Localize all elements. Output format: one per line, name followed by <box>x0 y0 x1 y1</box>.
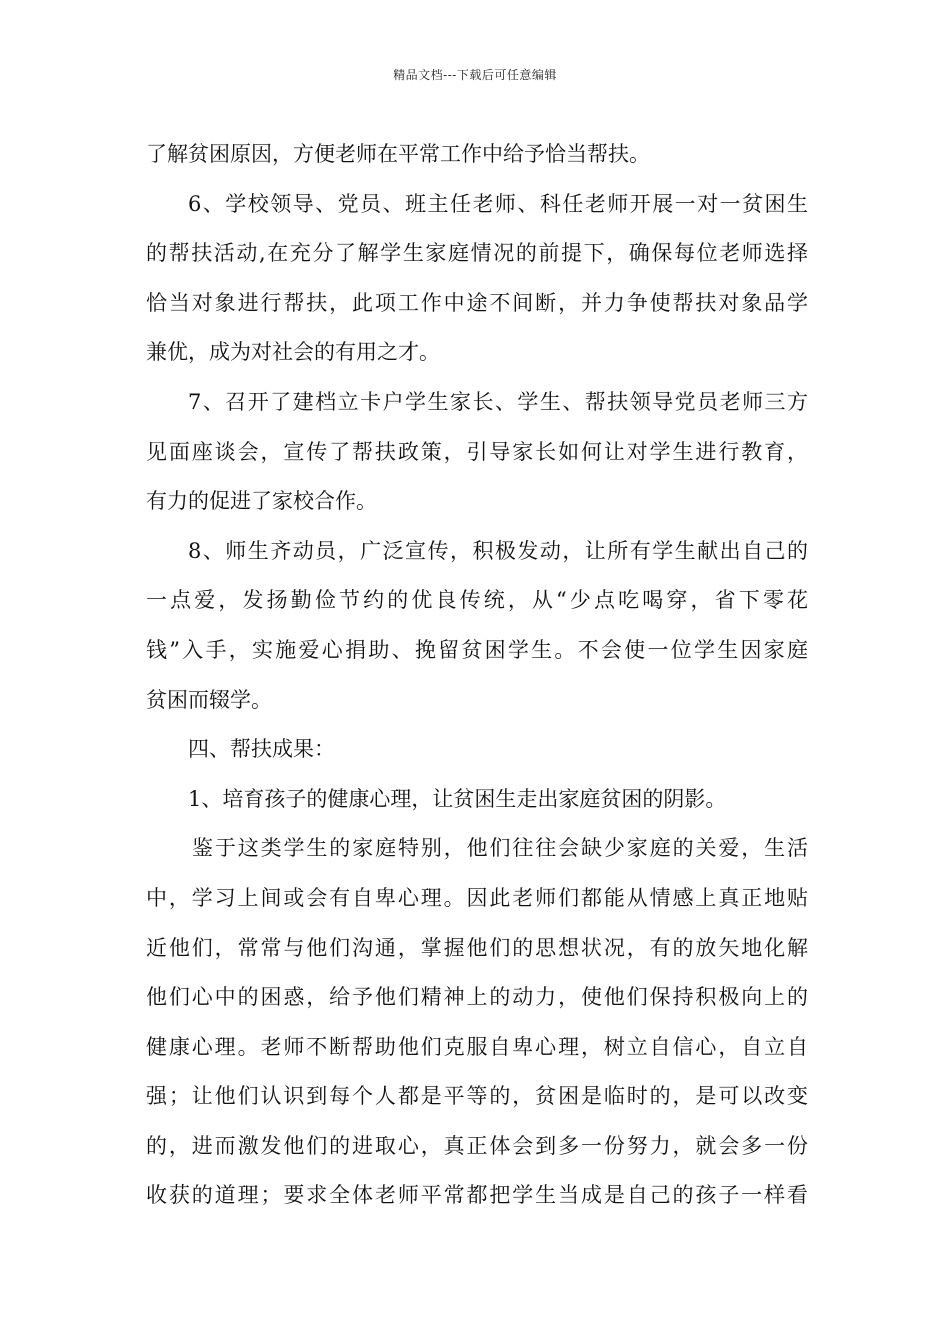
text-line: 近他们，常常与他们沟通，掌握他们的思想状况，有的放矢地化解 <box>146 935 808 960</box>
text-line: 了解贫困原因，方便老师在平常工作中给予恰当帮扶。 <box>146 142 650 166</box>
text-line: 兼优，成为对社会的有用之才。 <box>146 340 440 365</box>
text-line: 钱”入手，实施爱心捐助、挽留贫困学生。不会使一位学生因家庭 <box>146 637 808 662</box>
page-header: 精品文档---下载后可任意编辑 <box>393 68 557 82</box>
text-line: 恰当对象进行帮扶，此项工作中途不间断，并力争使帮扶对象品学 <box>146 290 808 315</box>
text-line: 有力的促进了家校合作。 <box>146 489 377 514</box>
text-line: 强；让他们认识到每个人都是平等的，贫困是临时的，是可以改变 <box>146 1084 808 1109</box>
text-line: 健康心理。老师不断帮助他们克服自卑心理，树立自信心，自立自 <box>146 1034 808 1059</box>
text-line: 1、培育孩子的健康心理，让贫困生走出家庭贫困的阴影。 <box>188 786 727 811</box>
text-line: 鉴于这类学生的家庭特别，他们往往会缺少家庭的关爱，生活 <box>192 836 808 861</box>
text-line: 8、师生齐动员，广泛宣传，积极发动，让所有学生献出自己的 <box>188 538 808 563</box>
text-line: 中，学习上间或会有自卑心理。因此老师们都能从情感上真正地贴 <box>146 885 808 910</box>
text-line: 贫困而辍学。 <box>146 687 272 712</box>
text-line: 的帮扶活动,在充分了解学生家庭情况的前提下，确保每位老师选择 <box>146 241 808 266</box>
text-line: 6、学校领导、党员、班主任老师、科任老师开展一对一贫困生 <box>188 191 808 216</box>
text-line: 一点爱，发扬勤俭节约的优良传统，从“少点吃喝穿，省下零花 <box>146 588 808 613</box>
section-heading: 四、帮扶成果： <box>188 737 335 762</box>
text-line: 收获的道理；要求全体老师平常都把学生当成是自己的孩子一样看 <box>146 1183 808 1208</box>
text-line: 的，进而激发他们的进取心，真正体会到多一份努力，就会多一份 <box>146 1133 808 1158</box>
text-line: 7、召开了建档立卡户学生家长、学生、帮扶领导党员老师三方 <box>188 389 808 414</box>
document-body <box>146 130 808 1221</box>
text-line: 他们心中的困惑，给予他们精神上的动力，使他们保持积极向上的 <box>146 985 808 1010</box>
text-line: 见面座谈会，宣传了帮扶政策，引导家长如何让对学生进行教育， <box>146 439 808 464</box>
